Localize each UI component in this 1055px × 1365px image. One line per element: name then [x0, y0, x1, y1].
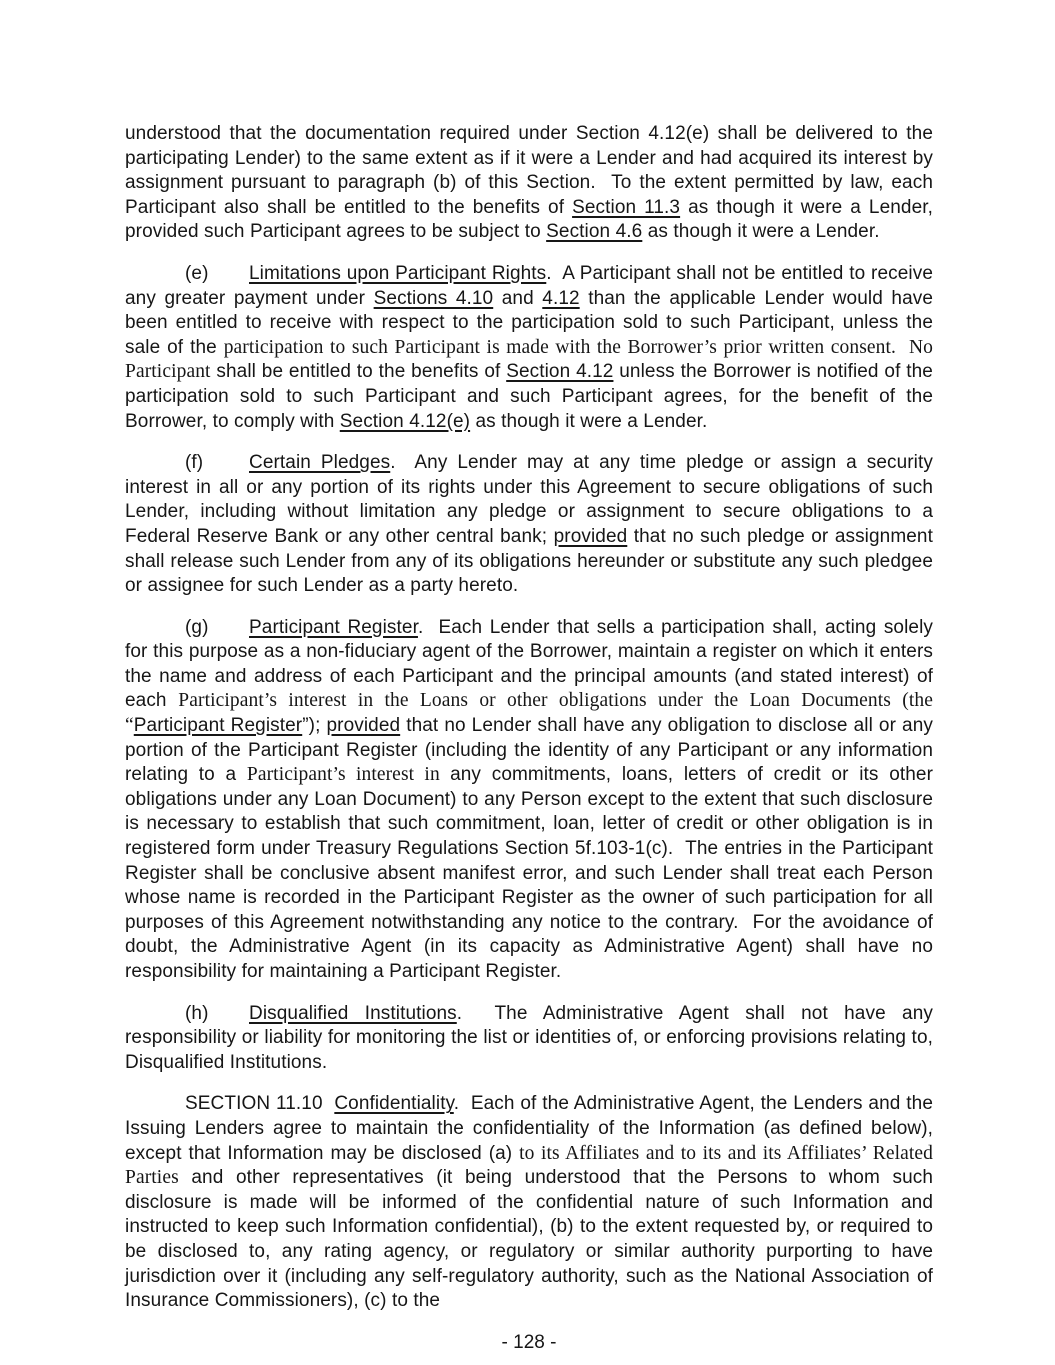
text-run: understood that the documentation required under Section 4.12(e) shall be delivered to the participating Lender) to the same extent as if it were a Lender and had acquired its interest by assignment pursuant to paragraph (b) of this Section. To the extent permitted by law, each Participant also shall be entitled to the benefits of	[125, 123, 933, 218]
text-run: Certain Pledges	[249, 452, 391, 474]
paragraph-label: (g)	[185, 616, 209, 638]
paragraph-label: (h)	[185, 1002, 209, 1024]
text-run: . Each of the Administrative Agent, the Lenders and the Issuing Lenders agree to maintain the confidentiality of the Information (as defined below), except that Information may be disclosed (a)	[125, 1093, 933, 1164]
text-run: 4.12	[542, 287, 580, 309]
paragraph	[125, 122, 933, 245]
paragraph-label: (e)	[185, 262, 209, 284]
text-run: ”);	[302, 715, 327, 737]
document-body	[125, 122, 933, 1331]
text-run: provided	[326, 715, 401, 737]
paragraph	[125, 451, 933, 599]
text-run: Participant Register	[249, 616, 418, 638]
text-run: . Any Lender may at any time pledge or assign a security interest in all or any portion of its rights under this Agreement to secure obligations of such Lender, including without limitation any pledge or assignment to secure obligations to a Federal Reserve Bank or any other central bank;	[125, 452, 933, 547]
paragraph-label: (f)	[185, 452, 204, 474]
text-run: shall be entitled to the benefits of	[210, 361, 507, 383]
paragraph	[125, 1002, 933, 1076]
text-run: as though it were a Lender.	[642, 221, 880, 243]
text-run: Participant’s interest in	[246, 764, 451, 786]
text-run: as though it were a Lender.	[470, 410, 708, 432]
text-run: Sections 4.10	[373, 287, 494, 309]
text-run: . Each Lender that sells a participation shall, acting solely for this purpose as a non-fiduciary agent of the Borrower, maintain a register on which it enters the name and address of each Participant and the principal amounts (and stated interest) of each	[125, 616, 933, 712]
text-run: Section 4.12	[506, 361, 614, 383]
text-run: and other representatives (it being understood that the Persons to whom such disclosure is made will be informed of the confidential nature of such Information and instructed to keep such Information confidential), (b) to the extent requested by, or required to be disclosed to, any rating agency, or regulatory or similar authority purporting to have jurisdiction over it (including any self-regulatory authority, such as the National Association of Insurance Commissioners), (c) to the	[125, 1167, 933, 1312]
text-run: Participant Register	[133, 715, 303, 737]
text-run: Participant’s interest in the Loans or other obligations under the Loan Documents (the “	[125, 690, 933, 737]
text-run: Confidentiality	[334, 1093, 454, 1115]
text-run: Section 11.3	[572, 196, 681, 218]
paragraph	[125, 616, 933, 985]
text-run: as though it were a Lender, provided such Participant agrees to be subject to	[125, 196, 934, 243]
text-run: Section 4.6	[546, 221, 643, 243]
text-run: and	[493, 287, 543, 309]
paragraph	[125, 1092, 933, 1313]
text-run: participation to such Participant is made with the Borrower’s prior written consent. No Participant	[125, 336, 934, 383]
text-run: unless the Borrower is notified of the participation sold to such Participant and such Participant agrees, for the benefit of the Borrower, to comply with	[125, 361, 933, 432]
text-run: provided	[553, 525, 628, 547]
page-number: - 128 -	[501, 1331, 557, 1353]
text-run: Disqualified Institutions	[249, 1002, 457, 1024]
text-run: Limitations upon Participant Rights	[249, 262, 547, 284]
text-run: to its Affiliates and to its and its Affiliates’ Related Parties	[125, 1142, 933, 1189]
text-run: any commitments, loans, letters of credit or its other obligations under any Loan Document) to any Person except to the extent that such disclosure is necessary to establish that such commitment, loan, letter of credit or other obligation is in registered form under Treasury Regulations Section 5f.103-1(c). The entries in the Participant Register shall be conclusive absent manifest error, and such Lender shall treat each Person whose name is recorded in the Participant Register as the owner of such participation for all purposes of this Agreement notwithstanding any notice to the contrary. For the avoidance of doubt, the Administrative Agent (in its capacity as Administrative Agent) shall have no responsibility for maintaining a Participant Register.	[125, 764, 934, 982]
paragraph	[125, 262, 933, 434]
text-run: Section 4.12(e)	[339, 410, 471, 432]
text-run: . A Participant shall not be entitled to receive any greater payment under	[125, 262, 933, 309]
text-run: SECTION 11.10	[185, 1093, 335, 1115]
text-run: . The Administrative Agent shall not have any responsibility or liability for monitoring the list or identities of, or enforcing provisions relating to, Disqualified Institutions.	[125, 1002, 933, 1073]
text-run: that no Lender shall have any obligation to disclose all or any portion of the Participant Register (including the identity of any Participant or any information relating to a	[125, 715, 933, 786]
text-run: that no such pledge or assignment shall release such Lender from any of its obligations hereunder or substitute any such pledgee or assignee for such Lender as a party hereto.	[125, 525, 933, 597]
text-run: than the applicable Lender would have been entitled to receive with respect to the participation sold to such Participant, unless the sale of the	[125, 287, 934, 358]
